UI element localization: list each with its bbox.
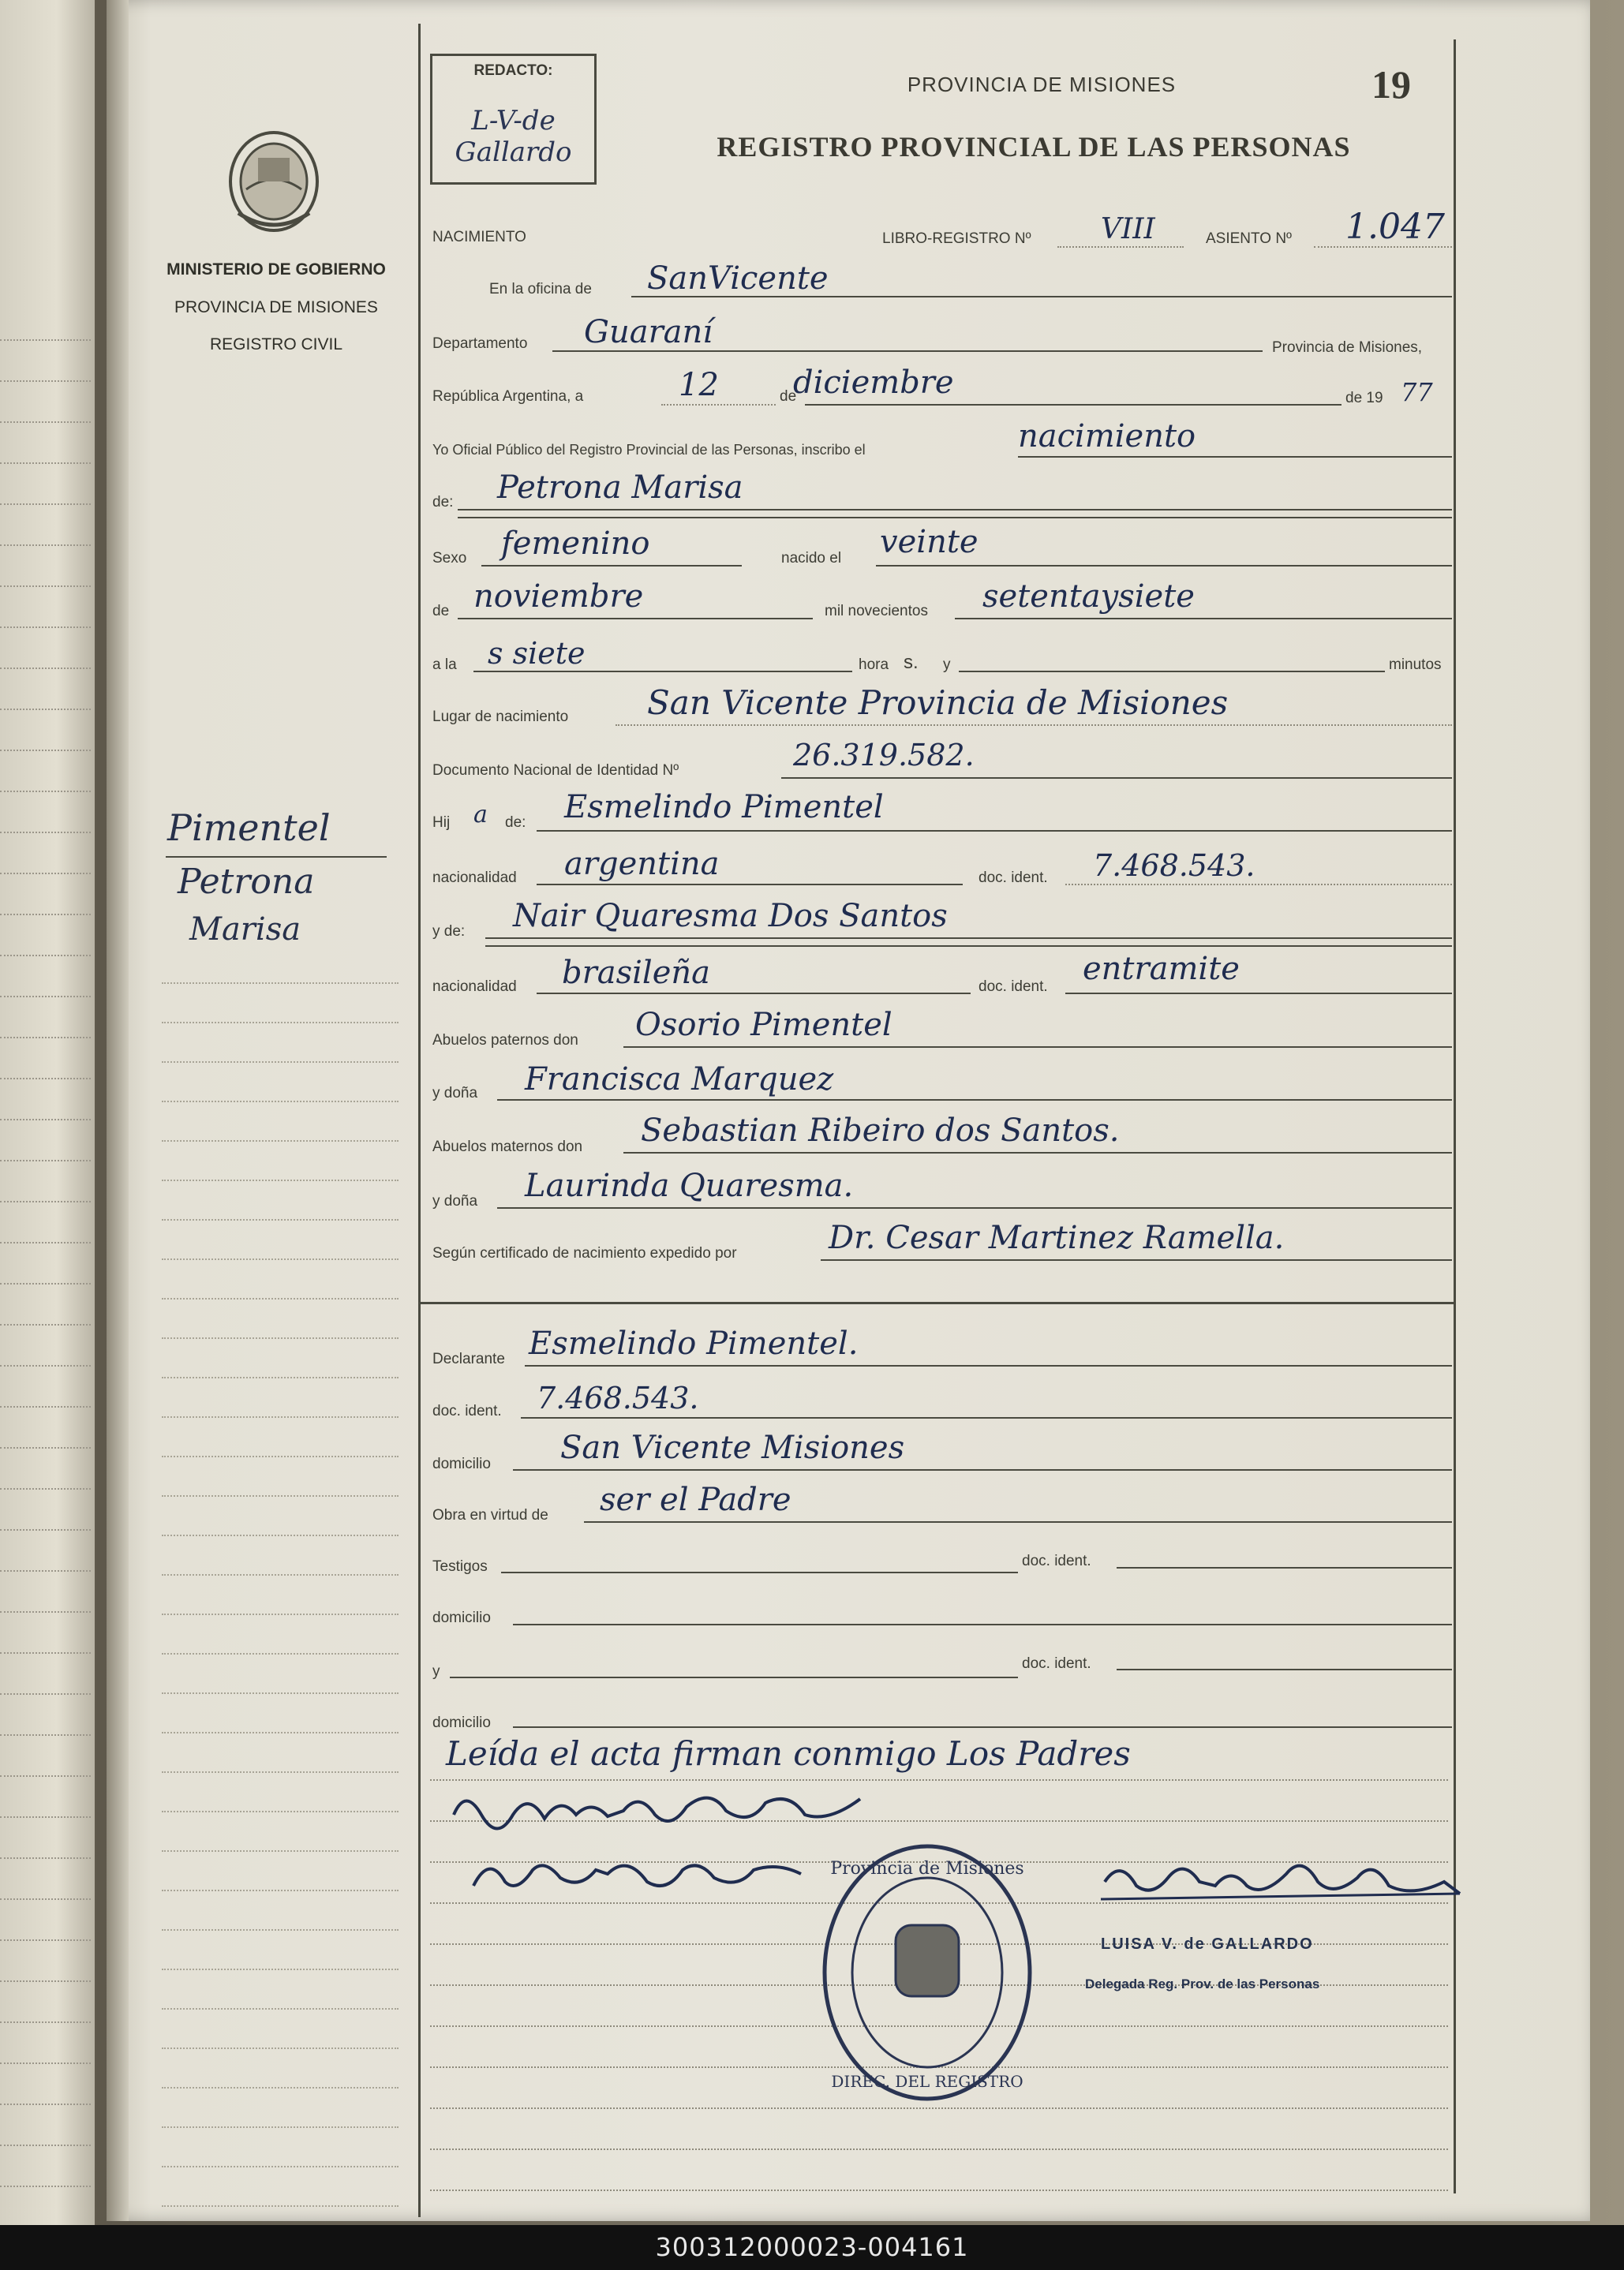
- departamento-value: Guaraní: [584, 314, 713, 350]
- facing-page-rule: [0, 1160, 91, 1161]
- doc-padre-label: doc. ident.: [979, 869, 1048, 886]
- nacionalidad-padre-line: [537, 884, 963, 885]
- ministry-line-2: PROVINCIA DE MISIONES: [174, 298, 378, 316]
- doc-padre-line: [1065, 884, 1452, 885]
- madre-line: [485, 937, 1452, 939]
- certificado-line: [821, 1259, 1452, 1261]
- margin-rule: [162, 2166, 399, 2167]
- margin-rule: [162, 1614, 399, 1615]
- abuelos-maternos-label: Abuelos maternos don: [432, 1139, 583, 1155]
- doc-madre-line: [1065, 993, 1452, 994]
- dni-line: [781, 777, 1452, 779]
- facing-page-rule: [0, 544, 91, 546]
- facing-page-rule: [0, 832, 91, 833]
- closing-rule: [430, 2148, 1448, 2150]
- facing-page-rule: [0, 1611, 91, 1613]
- facing-page-rule: [0, 1734, 91, 1736]
- abuelos-maternos-line: [623, 1152, 1452, 1154]
- province-heading: PROVINCIA DE MISIONES: [907, 73, 1177, 96]
- hijo-de-label: de:: [505, 814, 526, 831]
- testigo-2-line: [450, 1677, 1018, 1678]
- abuela-materna-value: Laurinda Quaresma.: [525, 1168, 854, 1204]
- nacionalidad-madre-label: nacionalidad: [432, 978, 517, 995]
- inscribo-line: [1018, 456, 1452, 458]
- facing-page-rule: [0, 1980, 91, 1982]
- margin-rule: [162, 1692, 399, 1694]
- anio-letras-value: setentaysiete: [982, 578, 1195, 615]
- declarante-value: Esmelindo Pimentel.: [529, 1326, 859, 1362]
- margin-rule: [162, 2008, 399, 2010]
- nacido-line: [876, 565, 1452, 567]
- margin-rule: [162, 2126, 399, 2128]
- facing-page-rule: [0, 1816, 91, 1818]
- margin-rule: [162, 1377, 399, 1378]
- facing-page-rule: [0, 1324, 91, 1326]
- abuelos-paternos-line: [623, 1046, 1452, 1048]
- doc-madre-label: doc. ident.: [979, 978, 1048, 995]
- dia-value: 12: [679, 367, 719, 403]
- margin-rule: [162, 1969, 399, 1970]
- testigo-2-domicilio-line: [513, 1726, 1452, 1728]
- ministry-line-1: MINISTERIO DE GOBIERNO: [167, 260, 386, 279]
- abuela-materna-line: [497, 1207, 1452, 1209]
- frame-left-line: [418, 24, 421, 2217]
- anio-value: 77: [1401, 377, 1433, 407]
- mother-signature-icon: [470, 1846, 809, 1902]
- testigo-2-doc-label: doc. ident.: [1022, 1655, 1091, 1672]
- nombre-value: Petrona Marisa: [497, 469, 743, 506]
- facing-page-edge: [0, 0, 95, 2225]
- margin-rule: [162, 1022, 399, 1023]
- provincia-label: Provincia de Misiones,: [1272, 339, 1423, 356]
- margin-rule: [162, 1180, 399, 1181]
- margin-rule: [162, 1850, 399, 1852]
- nombre-de-label: de:: [432, 494, 454, 510]
- facing-page-rule: [0, 1406, 91, 1408]
- facing-page-rule: [0, 1201, 91, 1202]
- facing-page-rule: [0, 339, 91, 341]
- facing-page-rule: [0, 1365, 91, 1367]
- testigo-2-y-label: y: [432, 1663, 440, 1680]
- facing-page-rule: [0, 2186, 91, 2187]
- margin-rule: [162, 1258, 399, 1260]
- facing-page-rule: [0, 421, 91, 423]
- closing-rule: [430, 1779, 1448, 1781]
- facing-page-rule: [0, 503, 91, 505]
- margin-rule: [162, 1140, 399, 1142]
- anio-letras-line: [955, 618, 1452, 619]
- testigos-doc-label: doc. ident.: [1022, 1553, 1091, 1569]
- facing-page-rule: [0, 1693, 91, 1695]
- act-type-label: NACIMIENTO: [432, 229, 526, 245]
- minutos-label: minutos: [1389, 656, 1442, 673]
- facing-page-rule: [0, 750, 91, 751]
- nacionalidad-padre-value: argentina: [564, 846, 720, 882]
- margin-rule: [162, 2047, 399, 2049]
- margin-rule: [162, 1495, 399, 1497]
- a-la-label: a la: [432, 656, 457, 673]
- facing-page-rule: [0, 2145, 91, 2146]
- anio-label: de 19: [1345, 390, 1383, 406]
- svg-text:DIREC. DEL REGISTRO: DIREC. DEL REGISTRO: [831, 2072, 1023, 2091]
- svg-text:Provincia de Misiones: Provincia de Misiones: [830, 1859, 1024, 1879]
- declarante-domicilio-line: [513, 1469, 1452, 1471]
- nombre-line: [458, 509, 1452, 510]
- doc-padre-value: 7.468.543.: [1093, 848, 1255, 883]
- margin-rule: [162, 1890, 399, 1891]
- hijo-label: Hij: [432, 814, 451, 831]
- oficina-value: SanVicente: [647, 260, 829, 297]
- declarante-doc-label: doc. ident.: [432, 1403, 502, 1419]
- margin-rule: [162, 1456, 399, 1457]
- testigo-2-domicilio-label: domicilio: [432, 1715, 491, 1731]
- mes-value: diciembre: [793, 365, 954, 401]
- dia-de-label: de: [780, 388, 797, 405]
- departamento-label: Departamento: [432, 335, 528, 352]
- facing-page-rule: [0, 2021, 91, 2023]
- madre-value: Nair Quaresma Dos Santos: [513, 898, 948, 934]
- closing-text: Leída el acta firman conmigo Los Padres: [446, 1734, 1131, 1773]
- obra-line: [584, 1521, 1452, 1523]
- margin-rule: [162, 1771, 399, 1773]
- declarante-doc-value: 7.468.543.: [537, 1381, 699, 1415]
- horas-label: hora: [859, 656, 889, 673]
- doc-madre-value: entramite: [1083, 951, 1240, 987]
- facing-page-rule: [0, 709, 91, 710]
- asiento-value: 1.047: [1345, 207, 1445, 247]
- facing-page-rule: [0, 1939, 91, 1941]
- dia-letras-value: veinte: [880, 524, 979, 560]
- hora-line: [473, 671, 852, 672]
- official-name: LUISA V. de GALLARDO: [1101, 1935, 1314, 1953]
- asiento-label: ASIENTO Nº: [1206, 230, 1292, 247]
- hijo-suffix: a: [473, 801, 488, 828]
- image-id-label: 300312000023-004161: [655, 2232, 969, 2262]
- margin-rule: [162, 2205, 399, 2207]
- father-signature-icon: [450, 1783, 876, 1838]
- margin-rule: [162, 1337, 399, 1339]
- facing-page-rule: [0, 2062, 91, 2064]
- nombre-line-2: [458, 517, 1452, 518]
- facing-page-rule: [0, 914, 91, 915]
- minutos-line: [959, 671, 1385, 672]
- mes-letras-line: [458, 618, 813, 619]
- abuelo-paterno-value: Osorio Pimentel: [635, 1007, 892, 1043]
- facing-page-rule: [0, 1652, 91, 1654]
- departamento-line: [552, 350, 1263, 352]
- padre-value: Esmelindo Pimentel: [564, 789, 884, 825]
- testigos-line: [501, 1572, 1018, 1573]
- facing-page-rule: [0, 1283, 91, 1285]
- nacionalidad-madre-value: brasileña: [562, 955, 710, 991]
- declarante-line: [525, 1365, 1452, 1367]
- margin-rule: [162, 982, 399, 984]
- margin-rule: [162, 1732, 399, 1733]
- facing-page-rule: [0, 380, 91, 382]
- testigo-2-doc-line: [1117, 1669, 1452, 1670]
- republica-label: República Argentina, a: [432, 388, 584, 405]
- dni-label: Documento Nacional de Identidad Nº: [432, 762, 679, 779]
- abuela-paterna-label: y doña: [432, 1085, 478, 1101]
- margin-rule: [162, 1219, 399, 1221]
- certificado-value: Dr. Cesar Martinez Ramella.: [829, 1220, 1285, 1256]
- redacto-label: REDACTO:: [473, 62, 553, 79]
- facing-page-rule: [0, 1898, 91, 1900]
- margin-surname: Pimentel: [167, 806, 331, 849]
- section-divider: [421, 1302, 1454, 1304]
- facing-page-rule: [0, 1775, 91, 1777]
- facing-page-rule: [0, 1119, 91, 1120]
- y-minutos-label: y: [943, 656, 951, 673]
- folio-number: 19: [1371, 62, 1411, 107]
- padre-line: [537, 830, 1452, 832]
- facing-page-rule: [0, 791, 91, 792]
- ministry-line-3: REGISTRO CIVIL: [209, 335, 343, 353]
- official-title: Delegada Reg. Prov. de las Personas: [1085, 1976, 1320, 1991]
- mes-letras-de-label: de: [432, 603, 450, 619]
- facing-page-rule: [0, 2104, 91, 2105]
- facing-page-rule: [0, 1529, 91, 1531]
- libro-line: [1057, 246, 1184, 248]
- oficina-label: En la oficina de: [489, 281, 592, 297]
- declarante-label: Declarante: [432, 1351, 505, 1367]
- horas-suffix: s.: [904, 652, 919, 673]
- lugar-value: San Vicente Provincia de Misiones: [647, 683, 1229, 722]
- facing-page-rule: [0, 1242, 91, 1243]
- facing-page-rule: [0, 996, 91, 997]
- margin-rule: [162, 1298, 399, 1300]
- obra-value: ser el Padre: [600, 1482, 791, 1518]
- dni-value: 26.319.582.: [793, 738, 975, 772]
- margin-rule: [162, 1574, 399, 1576]
- official-seal-icon: [817, 1838, 1038, 2107]
- testigos-domicilio-label: domicilio: [432, 1610, 491, 1626]
- facing-page-rule: [0, 1857, 91, 1859]
- nacionalidad-madre-line: [537, 993, 971, 994]
- declarante-doc-line: [521, 1417, 1452, 1419]
- testigos-doc-line: [1117, 1567, 1452, 1569]
- margin-rule: [162, 1929, 399, 1931]
- page-gutter: [107, 0, 129, 2221]
- libro-label: LIBRO-REGISTRO Nº: [882, 230, 1031, 247]
- margin-rule: [162, 1101, 399, 1102]
- sexo-label: Sexo: [432, 550, 467, 567]
- margin-rule: [162, 2087, 399, 2089]
- abuelos-paternos-label: Abuelos paternos don: [432, 1032, 578, 1049]
- facing-page-rule: [0, 873, 91, 874]
- certificado-label: Según certificado de nacimiento expedido por: [432, 1245, 737, 1262]
- sexo-line: [481, 565, 742, 567]
- testigos-label: Testigos: [432, 1558, 488, 1575]
- facing-page-rule: [0, 1570, 91, 1572]
- registry-heading: REGISTRO PROVINCIAL DE LAS PERSONAS: [717, 131, 1351, 163]
- facing-page-rule: [0, 1037, 91, 1038]
- lugar-line: [616, 724, 1452, 726]
- sexo-value: femenino: [501, 525, 650, 562]
- declarante-domicilio-value: San Vicente Misiones: [560, 1430, 905, 1466]
- libro-value: VIII: [1101, 213, 1155, 245]
- margin-given-name-1: Petrona: [178, 862, 315, 902]
- testigos-domicilio-line: [513, 1624, 1452, 1625]
- margin-given-name-2: Marisa: [189, 911, 301, 948]
- official-signature-icon: [1097, 1850, 1468, 1921]
- facing-page-rule: [0, 1447, 91, 1449]
- closing-rule: [430, 2107, 1448, 2109]
- closing-rule: [430, 2190, 1448, 2191]
- abuela-paterna-line: [497, 1099, 1452, 1101]
- margin-rule: [162, 1535, 399, 1536]
- oficial-label: Yo Oficial Público del Registro Provincial de las Personas, inscribo el: [432, 442, 866, 458]
- redacto-value: L-V-de Gallardo: [455, 105, 572, 168]
- margin-underline: [166, 856, 387, 858]
- nacionalidad-padre-label: nacionalidad: [432, 869, 517, 886]
- margin-rule: [162, 1061, 399, 1063]
- margin-rule: [162, 1653, 399, 1655]
- province-coat-of-arms-icon: [223, 126, 325, 237]
- abuelo-materno-value: Sebastian Ribeiro dos Santos.: [641, 1113, 1120, 1149]
- facing-page-rule: [0, 955, 91, 956]
- facing-page-rule: [0, 1078, 91, 1079]
- dia-line: [661, 404, 776, 406]
- obra-label: Obra en virtud de: [432, 1507, 548, 1524]
- inscribo-value: nacimiento: [1018, 418, 1196, 454]
- facing-page-rule: [0, 1488, 91, 1490]
- abuela-paterna-value: Francisca Marquez: [525, 1061, 834, 1098]
- mil-novecientos-label: mil novecientos: [825, 603, 928, 619]
- declarante-domicilio-label: domicilio: [432, 1456, 491, 1472]
- facing-page-rule: [0, 626, 91, 628]
- margin-rule: [162, 1811, 399, 1812]
- abuela-materna-label: y doña: [432, 1193, 478, 1210]
- facing-page-rule: [0, 585, 91, 587]
- mes-line: [805, 404, 1341, 406]
- mes-letras-value: noviembre: [473, 578, 644, 615]
- hora-value: s siete: [488, 636, 586, 671]
- madre-line-2: [485, 945, 1452, 947]
- margin-rule: [162, 1416, 399, 1418]
- facing-page-rule: [0, 668, 91, 669]
- facing-page-rule: [0, 462, 91, 464]
- nacido-label: nacido el: [781, 550, 842, 567]
- redacto-box: [430, 54, 597, 185]
- y-de-madre-label: y de:: [432, 923, 466, 940]
- lugar-label: Lugar de nacimiento: [432, 709, 569, 725]
